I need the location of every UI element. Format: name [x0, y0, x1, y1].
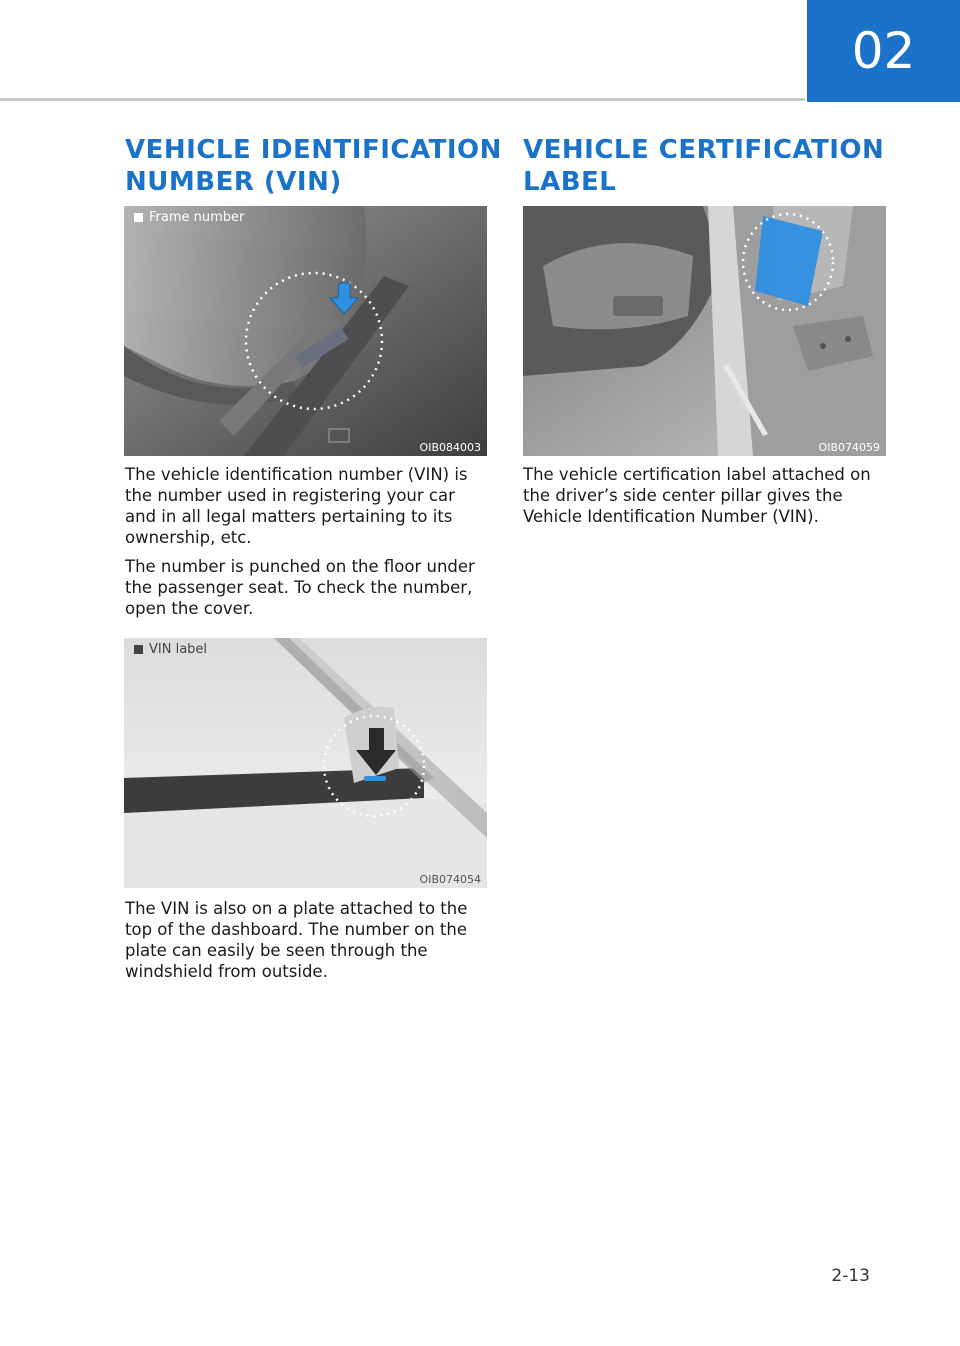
figure-code: OIB074054 [419, 873, 481, 886]
body-paragraph: The number is punched on the floor under the passenger seat. To check the number, open the cover. [125, 557, 475, 618]
section-title-vin [125, 134, 502, 198]
section-title-certification [523, 134, 884, 198]
header-rule [0, 98, 805, 101]
figure-caption-text: Frame number [149, 210, 245, 225]
caption-bullet-icon [134, 645, 143, 654]
chapter-number: 02 [851, 22, 916, 80]
page-number: 2-13 [831, 1266, 870, 1286]
figure-certification-label [523, 206, 886, 456]
frame-number-illustration [124, 206, 487, 456]
section-title-cert-line1: VEHICLE CERTIFICATION [523, 135, 885, 165]
figure-frame-number [124, 206, 487, 456]
vin-label-illustration [124, 638, 487, 888]
caption-bullet-icon [134, 213, 143, 222]
body-paragraph: The VIN is also on a plate attached to the top of the dashboard. The number on the plate can easily be seen through the windshield from outside. [125, 899, 468, 981]
figure-caption-text: VIN label [149, 642, 208, 657]
figure-caption-vin-label [134, 642, 207, 657]
section-title-vin-line1: VEHICLE IDENTIFICATION [125, 135, 502, 165]
section-title-vin-line2: NUMBER (VIN) [125, 167, 342, 197]
figure-code: OIB074059 [818, 441, 880, 454]
figure-code: OIB084003 [419, 441, 481, 454]
body-paragraph: The vehicle certification label attached on the driver’s side center pillar gives the Vehicle Identification Number (VIN). [523, 465, 871, 526]
figure-caption-frame-number [134, 210, 244, 225]
figure-vin-label [124, 638, 487, 888]
certification-label-illustration [523, 206, 886, 456]
body-paragraph: The vehicle identification number (VIN) is the number used in registering your car and in all legal matters pertaining to its ownership, etc. [125, 465, 468, 547]
section-title-cert-line2: LABEL [523, 167, 617, 197]
chapter-tab [807, 0, 960, 102]
